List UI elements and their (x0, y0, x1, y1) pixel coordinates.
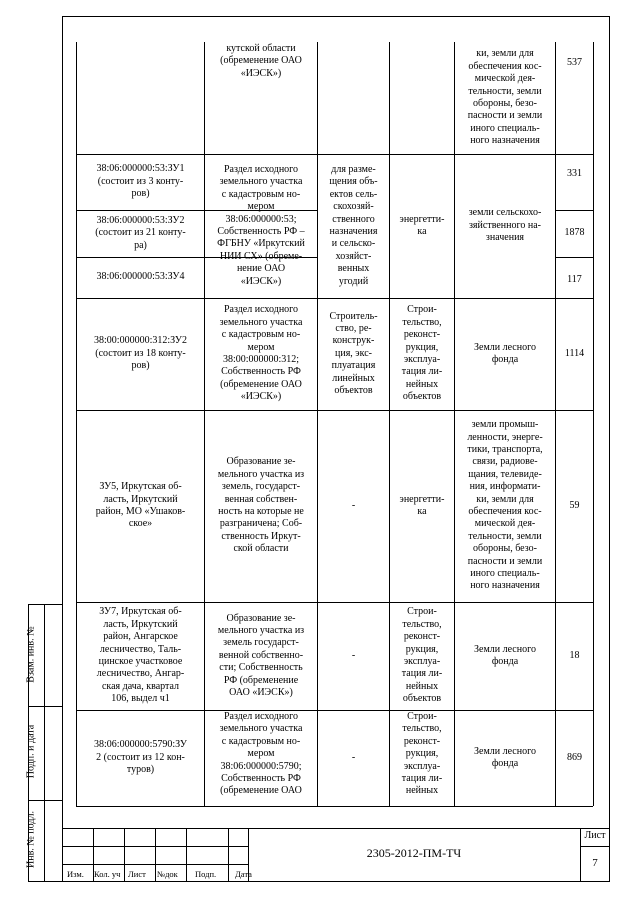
cell-category: ки, земли для обеспечения кос- мической дея- тельности, земли обороны, безо- пасности и земли иного специаль- ного назначения (467, 48, 543, 147)
cell-cadastral: 38:00:000000:312:ЗУ2 (состоит из 18 конту- ров) (94, 335, 187, 372)
cell-purpose: Строи- тельство, реконст- рукция, эксплуа- тация ли- нейных объектов (401, 304, 443, 403)
cell-category: Земли лесного фонда (474, 745, 536, 769)
cell-category: Земли лесного фонда (474, 643, 536, 667)
cell-cadastral: 38:06:000000:5790:ЗУ 2 (состоит из 12 кон- туров) (94, 739, 187, 776)
cell-area: 869 (567, 751, 582, 763)
side-stamp-inv: Инв. № подл. (25, 811, 37, 868)
cell-origin: Раздел исходного земельного участка с кадастровым но- мером 38:00:000000:312; Собственность РФ (обременение ОАО «ИЭСК») (219, 304, 303, 403)
cell-use: Строитель- ство, ре- конструк- ция, экс- плуатация линейных объектов (329, 310, 378, 397)
cell-cadastral: ЗУ7, Иркутская об- ласть, Иркутский район, Ангарское лесничество, Таль- цинское участковое лесничество, Ангар- ская дача, квартал 106, выдел ч1 (96, 606, 185, 705)
cell-purpose (390, 42, 454, 154)
cell-category: земли промыш- ленности, энерге- тики, транспорта, связи, радиове- щания, телевиде- ния, информати- ки, земли для обеспечения кос- мической дея- тельности, земли обороны, безо- пасности и земли иного специаль- ного назначения (467, 419, 543, 592)
cell-area: 537 (567, 56, 582, 68)
cell-origin: Образование зе- мельного участка из земель государст- венной собственно- сти; Собственность РФ (обременение ОАО «ИЭСК») (217, 612, 305, 699)
stamp-col-ndok: №док (157, 869, 178, 879)
side-stamp-podp: Подп. и дата (25, 724, 37, 779)
stamp-col-list: Лист (128, 869, 146, 879)
cell-use: для разме- щения объ- ектов сель- скохозяй- ственного назначения и сельско- хозяйст- венных угодий (329, 163, 378, 287)
stamp-col-data: Дата (235, 869, 252, 879)
cell-cadastral: 38:06:000000:53:ЗУ2 (состоит из 21 конту- ра) (95, 214, 186, 251)
cell-area: 18 (569, 649, 580, 661)
cell-origin: Раздел исходного земельного участка с кадастровым но- мером 38:06:000000:53; Собственность РФ – ФГБНУ «Иркутский НИИ СХ» (обреме- нение ОАО «ИЭСК») (217, 163, 305, 287)
sheet-label: Лист (584, 830, 606, 841)
stamp-col-izm: Изм. (67, 869, 84, 879)
cell-cadastral: 38:06:000000:53:ЗУ4 (96, 271, 185, 283)
cell-area: 59 (569, 499, 580, 511)
cell-area: 1878 (564, 227, 585, 239)
cell-area: 1114 (564, 347, 585, 359)
cell-use: - (351, 499, 356, 511)
cell-purpose: Строи- тельство, реконст- рукция, эксплуа- тация ли- нейных объектов (401, 606, 443, 705)
cell-area: 331 (567, 167, 582, 179)
cell-use: - (351, 649, 356, 661)
cell-origin: Раздел исходного земельного участка с кадастровым но- мером 38:06:000000:5790; Собственность РФ (обременение ОАО (219, 711, 303, 797)
stamp-col-podp: Подп. (195, 869, 217, 879)
cell-cadastral (77, 42, 204, 154)
side-stamp-vzam: Взам. инв. № (25, 626, 37, 683)
cell-cadastral: 38:06:000000:53:ЗУ1 (состоит из 3 конту- ров) (96, 163, 185, 200)
cell-purpose: энергетти- ка (399, 493, 445, 517)
cell-use (318, 42, 389, 154)
sheet-number: 7 (592, 857, 598, 869)
cell-purpose: Строи- тельство, реконст- рукция, эксплуа- тация ли- нейных (401, 711, 443, 797)
cell-use: - (351, 751, 356, 763)
cell-cadastral: ЗУ5, Иркутская об- ласть, Иркутский район, МО «Ушаков- ское» (95, 481, 186, 530)
cell-area: 117 (567, 273, 582, 285)
cell-category: Земли лесного фонда (474, 341, 536, 365)
stamp-col-kol: Кол. уч (94, 869, 121, 879)
document-code: 2305-2012-ПМ-ТЧ (366, 846, 462, 860)
cell-purpose: энергетти- ка (399, 213, 445, 237)
cell-origin: кутской области (обременение ОАО «ИЭСК») (220, 43, 302, 79)
cell-category: земли сельскохо- зяйственного на- значения (468, 207, 542, 244)
cell-origin: Образование зе- мельного участка из земель, государст- венная собствен- ность на которые не разграничена; Соб- ственность Иркут- ской области (217, 456, 305, 555)
